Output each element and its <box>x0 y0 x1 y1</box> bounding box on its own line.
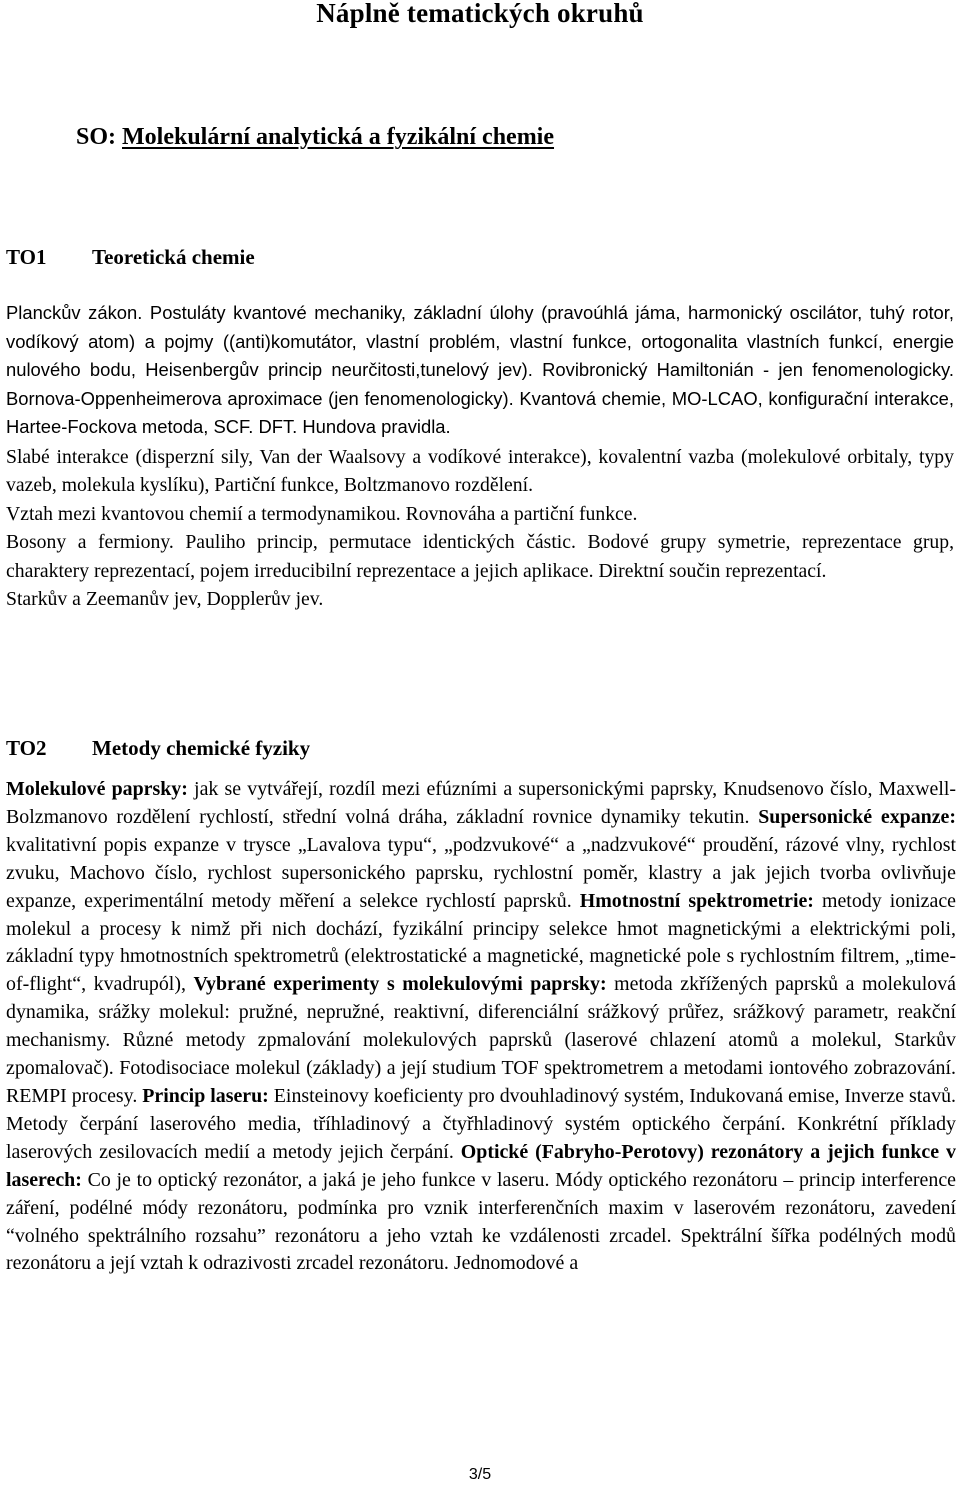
heading-molecular-beams: Molekulové paprsky: <box>6 778 188 800</box>
section-name: Molekulární analytická a fyzikální chemie <box>122 124 555 150</box>
text-laser-principle: Einsteinovy koeficienty pro dvouhladinový systém, Indukovaná emise, Inverze stavů. Metody čerpání laserového media, tříhladinový a čtyřhladinový systém optického čerpání. Konkrétní příklady laserových zesilovacích medií a metody jejich čerpání. <box>6 1084 956 1163</box>
heading-laser-principle: Princip laseru: <box>142 1084 269 1107</box>
to1-paragraph-1: Planckův zákon. Postuláty kvantové mechaniky, základní úlohy (pravoúhlá jáma, harmonický oscilátor, tuhý rotor, vodíkový atom) a pojmy ((anti)komutátor, vlastní problém, vlastní funkce, ortogonalita vlastních funkcí, energie nulového bodu, Heisenbergův princip neurčitosti,tunelový jev). Rovibronický Hamiltonián - jen fenomenologicky. Bornova-Oppenheimerova aproximace (jen fenomenologicky). Kvantová chemie, MO-LCAO, konfigurační interakce, Hartee-Fockova metoda, SCF. DFT. Hundova pravidla. <box>6 302 954 438</box>
to2-paragraph <box>6 776 956 1278</box>
section-prefix: SO: <box>76 124 123 150</box>
to1-paragraph-2: Slabé interakce (disperzní sily, Van der Waalsovy a vodíkové interakce), kovalentní vazba (molekulové orbitaly, typy vazeb, molekula kyslíku), Partiční funkce, Boltzmanovo rozdělení. <box>6 445 954 497</box>
text-molecular-beams: jak se vytvářejí, rozdíl mezi efúzními a supersonickými paprsky, Knudsenovo číslo, Maxwell-Bolzmanovo rozdělení rychlostí, střední volná dráha, základní rovnice dynamiky tekutin. <box>6 778 956 828</box>
to1-paragraph-5: Starkův a Zeemanův jev, Dopplerův jev. <box>6 588 324 610</box>
text-supersonic-expansion: kvalitativní popis expanze v trysce „Lavalova typu“, „podzvukové“ a „nadzvukové“ proudění, rázové vlny, rychlost zvuku, Machovo číslo, rychlost supersonického paprsku, rychlostní poměr, klastry a jak jejich tvorba ovlivňuje expanze, experimentální metody měření a selekce rychlostí paprsků. <box>6 833 956 912</box>
to1-paragraph-4: Bosony a fermiony. Pauliho princip, permutace identických částic. Bodové grupy symetrie, reprezentace grup, charaktery reprezentací, pojem irreducibilní reprezentace a jejich aplikace. Direktní součin reprezentací. <box>6 531 954 582</box>
topic-code: TO2 <box>6 736 47 760</box>
topic-heading-to1 <box>6 245 255 270</box>
text-mass-spectrometry: metody ionizace molekul a procesy k nimž při nich dochází, fyzikální principy selekce hmot magnetickými a elektrickými poli, základní typy hmotnostních spektrometrů (elektrostatické a magnetické, magnetické pole s rychlostním filtrem, „time-of-flight“, kvadrupól), <box>6 889 956 996</box>
topic-name: Teoretická chemie <box>92 245 255 269</box>
heading-optical-resonators: Optické (Fabryho-Perotovy) rezonátory a jejich funkce v laserech: <box>6 1140 956 1191</box>
topic-code: TO1 <box>6 245 47 269</box>
topic-name: Metody chemické fyziky <box>92 736 311 760</box>
to2-body <box>6 776 956 1278</box>
to1-paragraph-3: Vztah mezi kvantovou chemií a termodynamikou. Rovnováha a partiční funkce. <box>6 502 638 525</box>
heading-supersonic-expansion: Supersonické expanze: <box>758 805 956 828</box>
page-title: Náplně tematických okruhů <box>316 0 644 28</box>
topic-heading-to2 <box>6 736 310 761</box>
text-experiments: metoda zkřížených paprsků a molekulová dynamika, srážky molekul: pružné, nepružné, reaktivní, diferenciální srážkový průřez, srážkový parametr, reakční mechanismy. Různé metody zpmalování molekulových paprsků (laserové chlazení atomů a molekul, Starkův zpomalovač). Fotodisociace molekul (základy) a její studium TOF spektrometrem a metodami iontového zobrazování. REMPI procesy. <box>6 973 956 1107</box>
section-heading <box>76 124 554 151</box>
to1-body <box>6 299 954 613</box>
heading-mass-spectrometry: Hmotnostní spektrometrie: <box>579 889 814 912</box>
text-optical-resonators: Co je to optický rezonátor, a jaká je jeho funkce v laseru. Módy optického rezonátoru – princip interference záření, podélné módy rezonátoru, podmínka pro vznik interferenčních maxim v laserovém rezonátoru, zavedení “volného spektrálního rozsahu” rezonátoru a jeho vztah ke vzdálenosti zrcadel. Spektrální šířka podélných modů rezonátoru a její vztah k odrazivosti zrcadel rezonátoru. Jednomodové a <box>6 1168 956 1275</box>
heading-experiments: Vybrané experimenty s molekulovými paprsky: <box>193 973 607 996</box>
page-number: 3/5 <box>468 1466 492 1483</box>
